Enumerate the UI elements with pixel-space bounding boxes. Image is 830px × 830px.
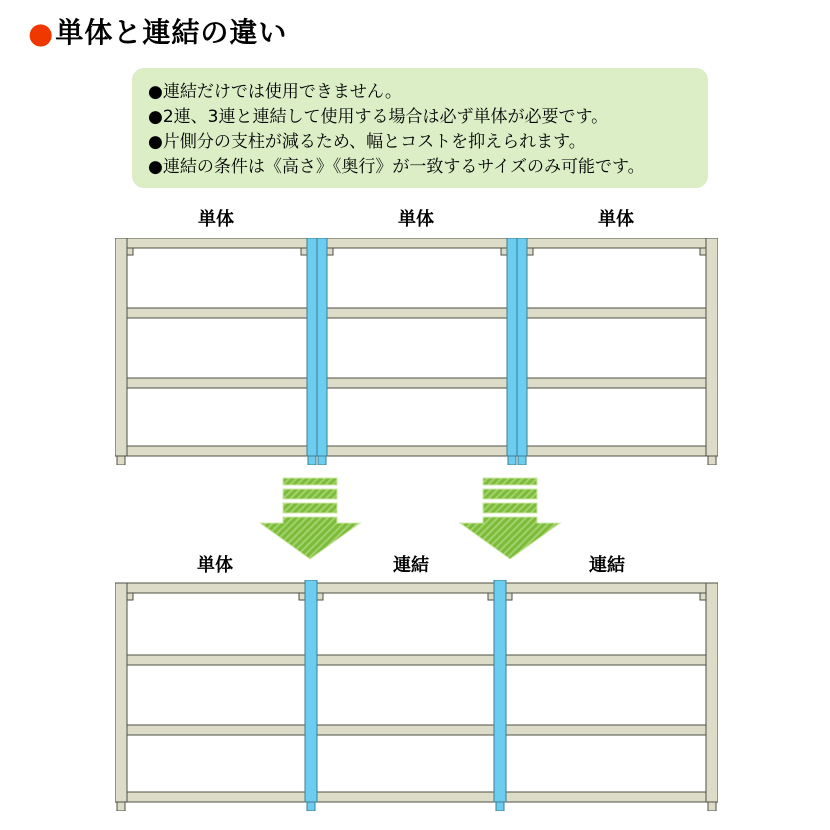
beam-bracket bbox=[299, 593, 305, 600]
beam-bracket bbox=[501, 248, 507, 255]
note-line: ●連結の条件は《高さ》《奥行》が一致するサイズのみ可能です。 bbox=[148, 157, 645, 177]
shelf bbox=[117, 655, 716, 665]
foot bbox=[117, 456, 125, 465]
joint-post bbox=[494, 580, 506, 802]
rack-top-label-2: 単体 bbox=[398, 209, 434, 230]
beam-bracket bbox=[317, 593, 323, 600]
note-line: ●片側分の支柱が減るため、幅とコストを抑えられます。 bbox=[148, 132, 586, 152]
upright-post bbox=[115, 583, 127, 802]
note-line: ●2連、3連と連結して使用する場合は必ず単体が必要です。 bbox=[148, 107, 609, 127]
bottom-beam bbox=[115, 446, 718, 456]
beam-bracket bbox=[700, 248, 706, 255]
foot bbox=[708, 802, 716, 811]
beam-bracket bbox=[506, 593, 512, 600]
joint-post bbox=[305, 580, 317, 802]
beam-bracket bbox=[488, 593, 494, 600]
standalone-racks-diagram bbox=[115, 238, 718, 465]
joint-post bbox=[507, 238, 517, 456]
rack-bottom-label-2: 連結 bbox=[393, 555, 429, 576]
foot bbox=[307, 802, 315, 811]
upright-post bbox=[115, 238, 127, 456]
notes-box bbox=[132, 68, 708, 188]
bottom-beam bbox=[115, 792, 718, 802]
shelf bbox=[117, 378, 716, 388]
rack-top-label-1: 単体 bbox=[198, 209, 234, 230]
joint-post bbox=[317, 238, 327, 456]
title-bullet-icon: ● bbox=[28, 16, 55, 50]
beam-bracket bbox=[327, 248, 333, 255]
rack-top-label-3: 単体 bbox=[598, 209, 634, 230]
beam-bracket bbox=[127, 248, 133, 255]
beam-bracket bbox=[301, 248, 307, 255]
rack-bottom-label-1: 単体 bbox=[197, 555, 233, 576]
foot bbox=[708, 456, 716, 465]
page-title-text: 単体と連結の違い bbox=[55, 16, 288, 49]
joint-post bbox=[307, 238, 317, 456]
foot bbox=[117, 802, 125, 811]
joint-post bbox=[517, 238, 527, 456]
beam-bracket bbox=[700, 593, 706, 600]
upright-post bbox=[706, 583, 718, 802]
beam-bracket bbox=[127, 593, 133, 600]
foot bbox=[318, 456, 326, 465]
upright-post bbox=[706, 238, 718, 456]
foot bbox=[518, 456, 526, 465]
foot bbox=[308, 456, 316, 465]
foot bbox=[508, 456, 516, 465]
note-line: ●連結だけでは使用できません。 bbox=[148, 82, 402, 102]
top-beam bbox=[115, 583, 718, 593]
down-arrow-icon bbox=[460, 478, 560, 559]
shelf bbox=[117, 725, 716, 735]
rack-bottom-label-3: 連結 bbox=[589, 555, 625, 576]
top-beam bbox=[115, 238, 718, 248]
beam-bracket bbox=[527, 248, 533, 255]
transition-arrows bbox=[250, 474, 570, 564]
shelf bbox=[117, 308, 716, 318]
page-title bbox=[28, 16, 287, 50]
foot bbox=[496, 802, 504, 811]
down-arrow-icon bbox=[260, 478, 360, 559]
connected-rack-diagram bbox=[115, 580, 718, 811]
